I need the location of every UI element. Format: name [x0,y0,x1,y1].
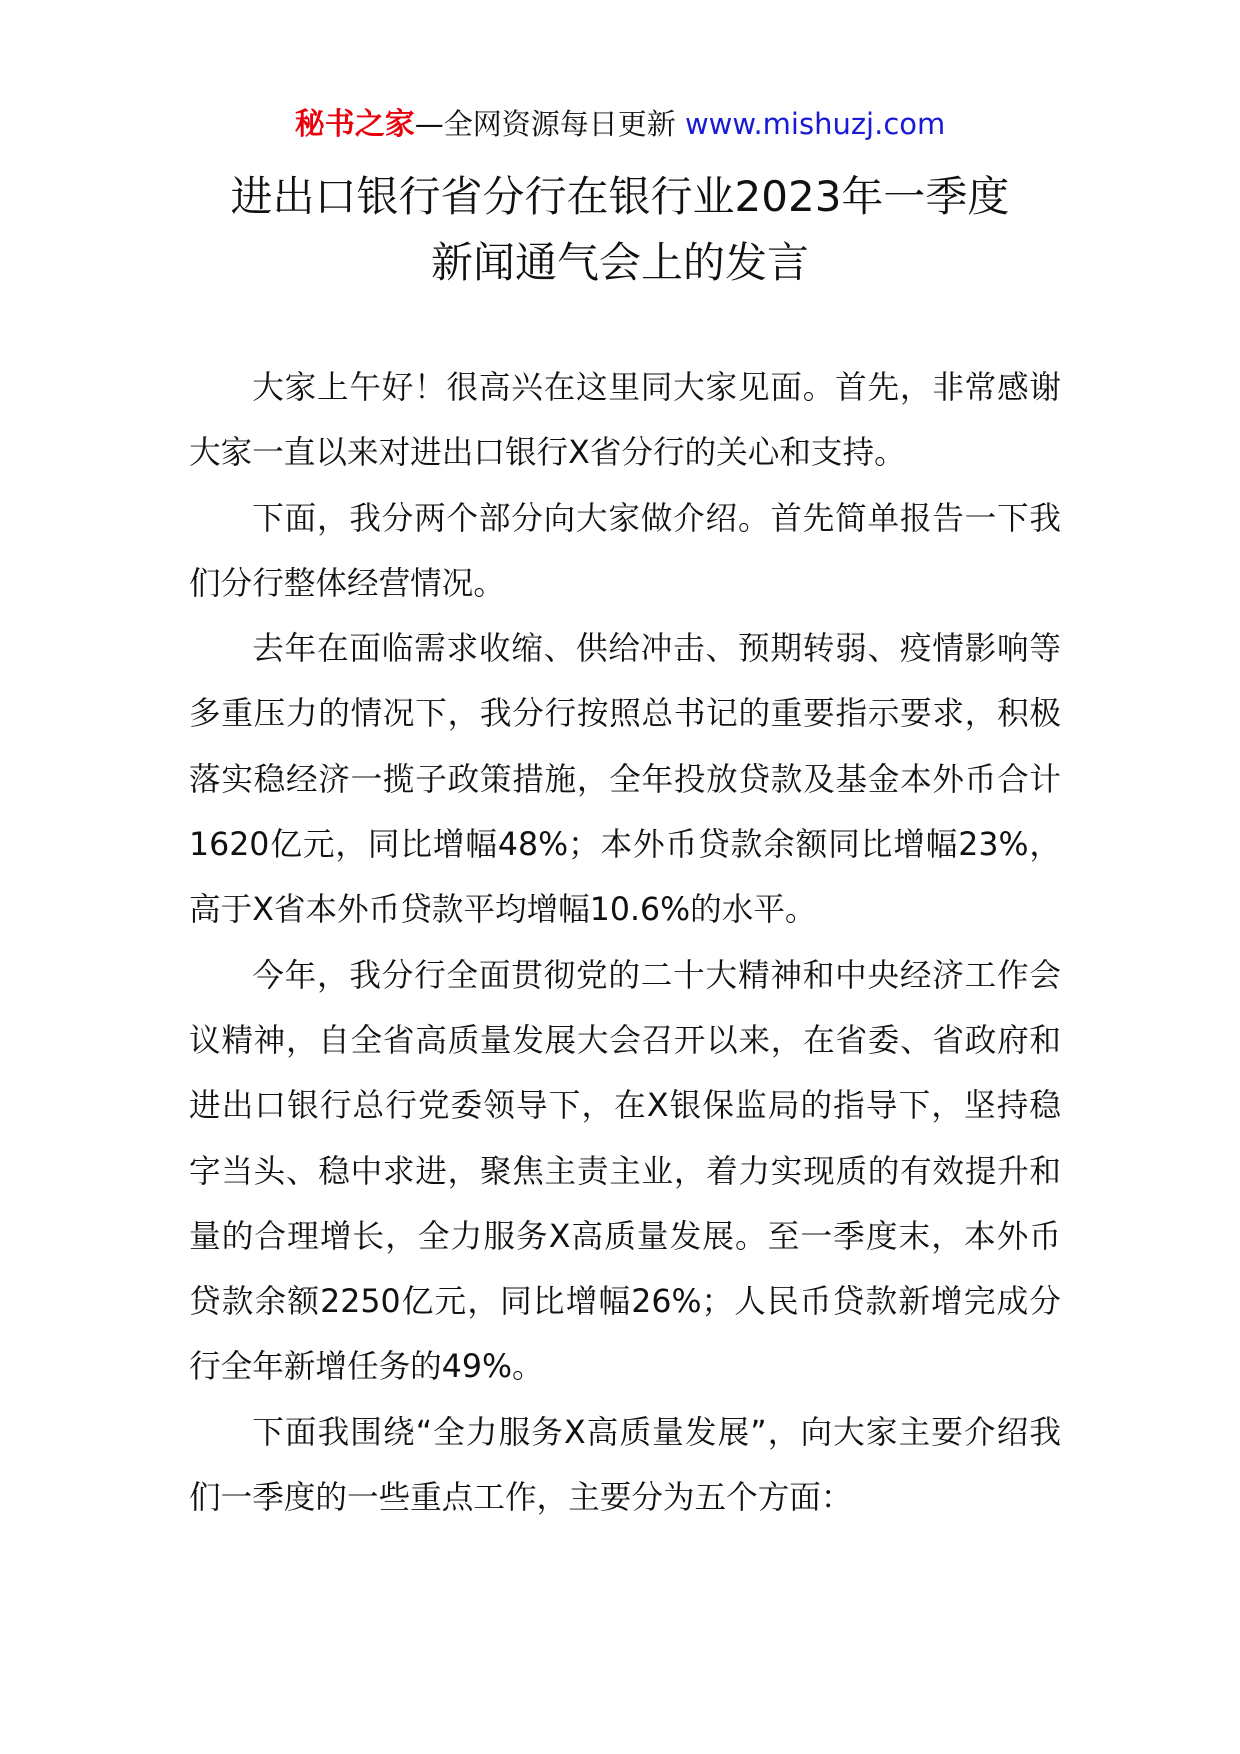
document-body [189,356,1061,1531]
paragraph: 下面，我分两个部分向大家做介绍。首先简单报告一下我们分行整体经营情况。 [189,500,1061,602]
header-tagline: —全网资源每日更新 [414,107,676,141]
paragraph: 大家上午好！很高兴在这里同大家见面。首先，非常感谢大家一直以来对进出口银行X省分行的关心和支持。 [189,370,1061,472]
paragraph: 去年在面临需求收缩、供给冲击、预期转弱、疫情影响等多重压力的情况下，我分行按照总书记的重要指示要求，积极落实稳经济一揽子政策措施，全年投放贷款及基金本外币合计1620亿元，同比增幅48%；本外币贷款余额同比增幅23%，高于X省本外币贷款平均增幅10.6%的水平。 [189,631,1061,929]
document-title [100,164,1140,296]
title-line-1: 进出口银行省分行在银行业2023年一季度 [230,172,1010,221]
paragraph: 今年，我分行全面贯彻党的二十大精神和中央经济工作会议精神，自全省高质量发展大会召开以来，在省委、省政府和进出口银行总行党委领导下，在X银保监局的指导下，坚持稳字当头、稳中求进，聚焦主责主业，着力实现质的有效提升和量的合理增长，全力服务X高质量发展。至一季度末，本外币贷款余额2250亿元，同比增幅26%；人民币贷款新增完成分行全年新增任务的49%。 [189,957,1061,1386]
paragraph: 下面我围绕“全力服务X高质量发展”，向大家主要介绍我们一季度的一些重点工作，主要分为五个方面： [189,1414,1061,1517]
site-url-link[interactable]: www.mishuzj.com [684,107,946,141]
site-header [0,104,1240,145]
title-line-2: 新闻通气会上的发言 [430,238,809,287]
brand-name: 秘书之家 [294,107,415,142]
